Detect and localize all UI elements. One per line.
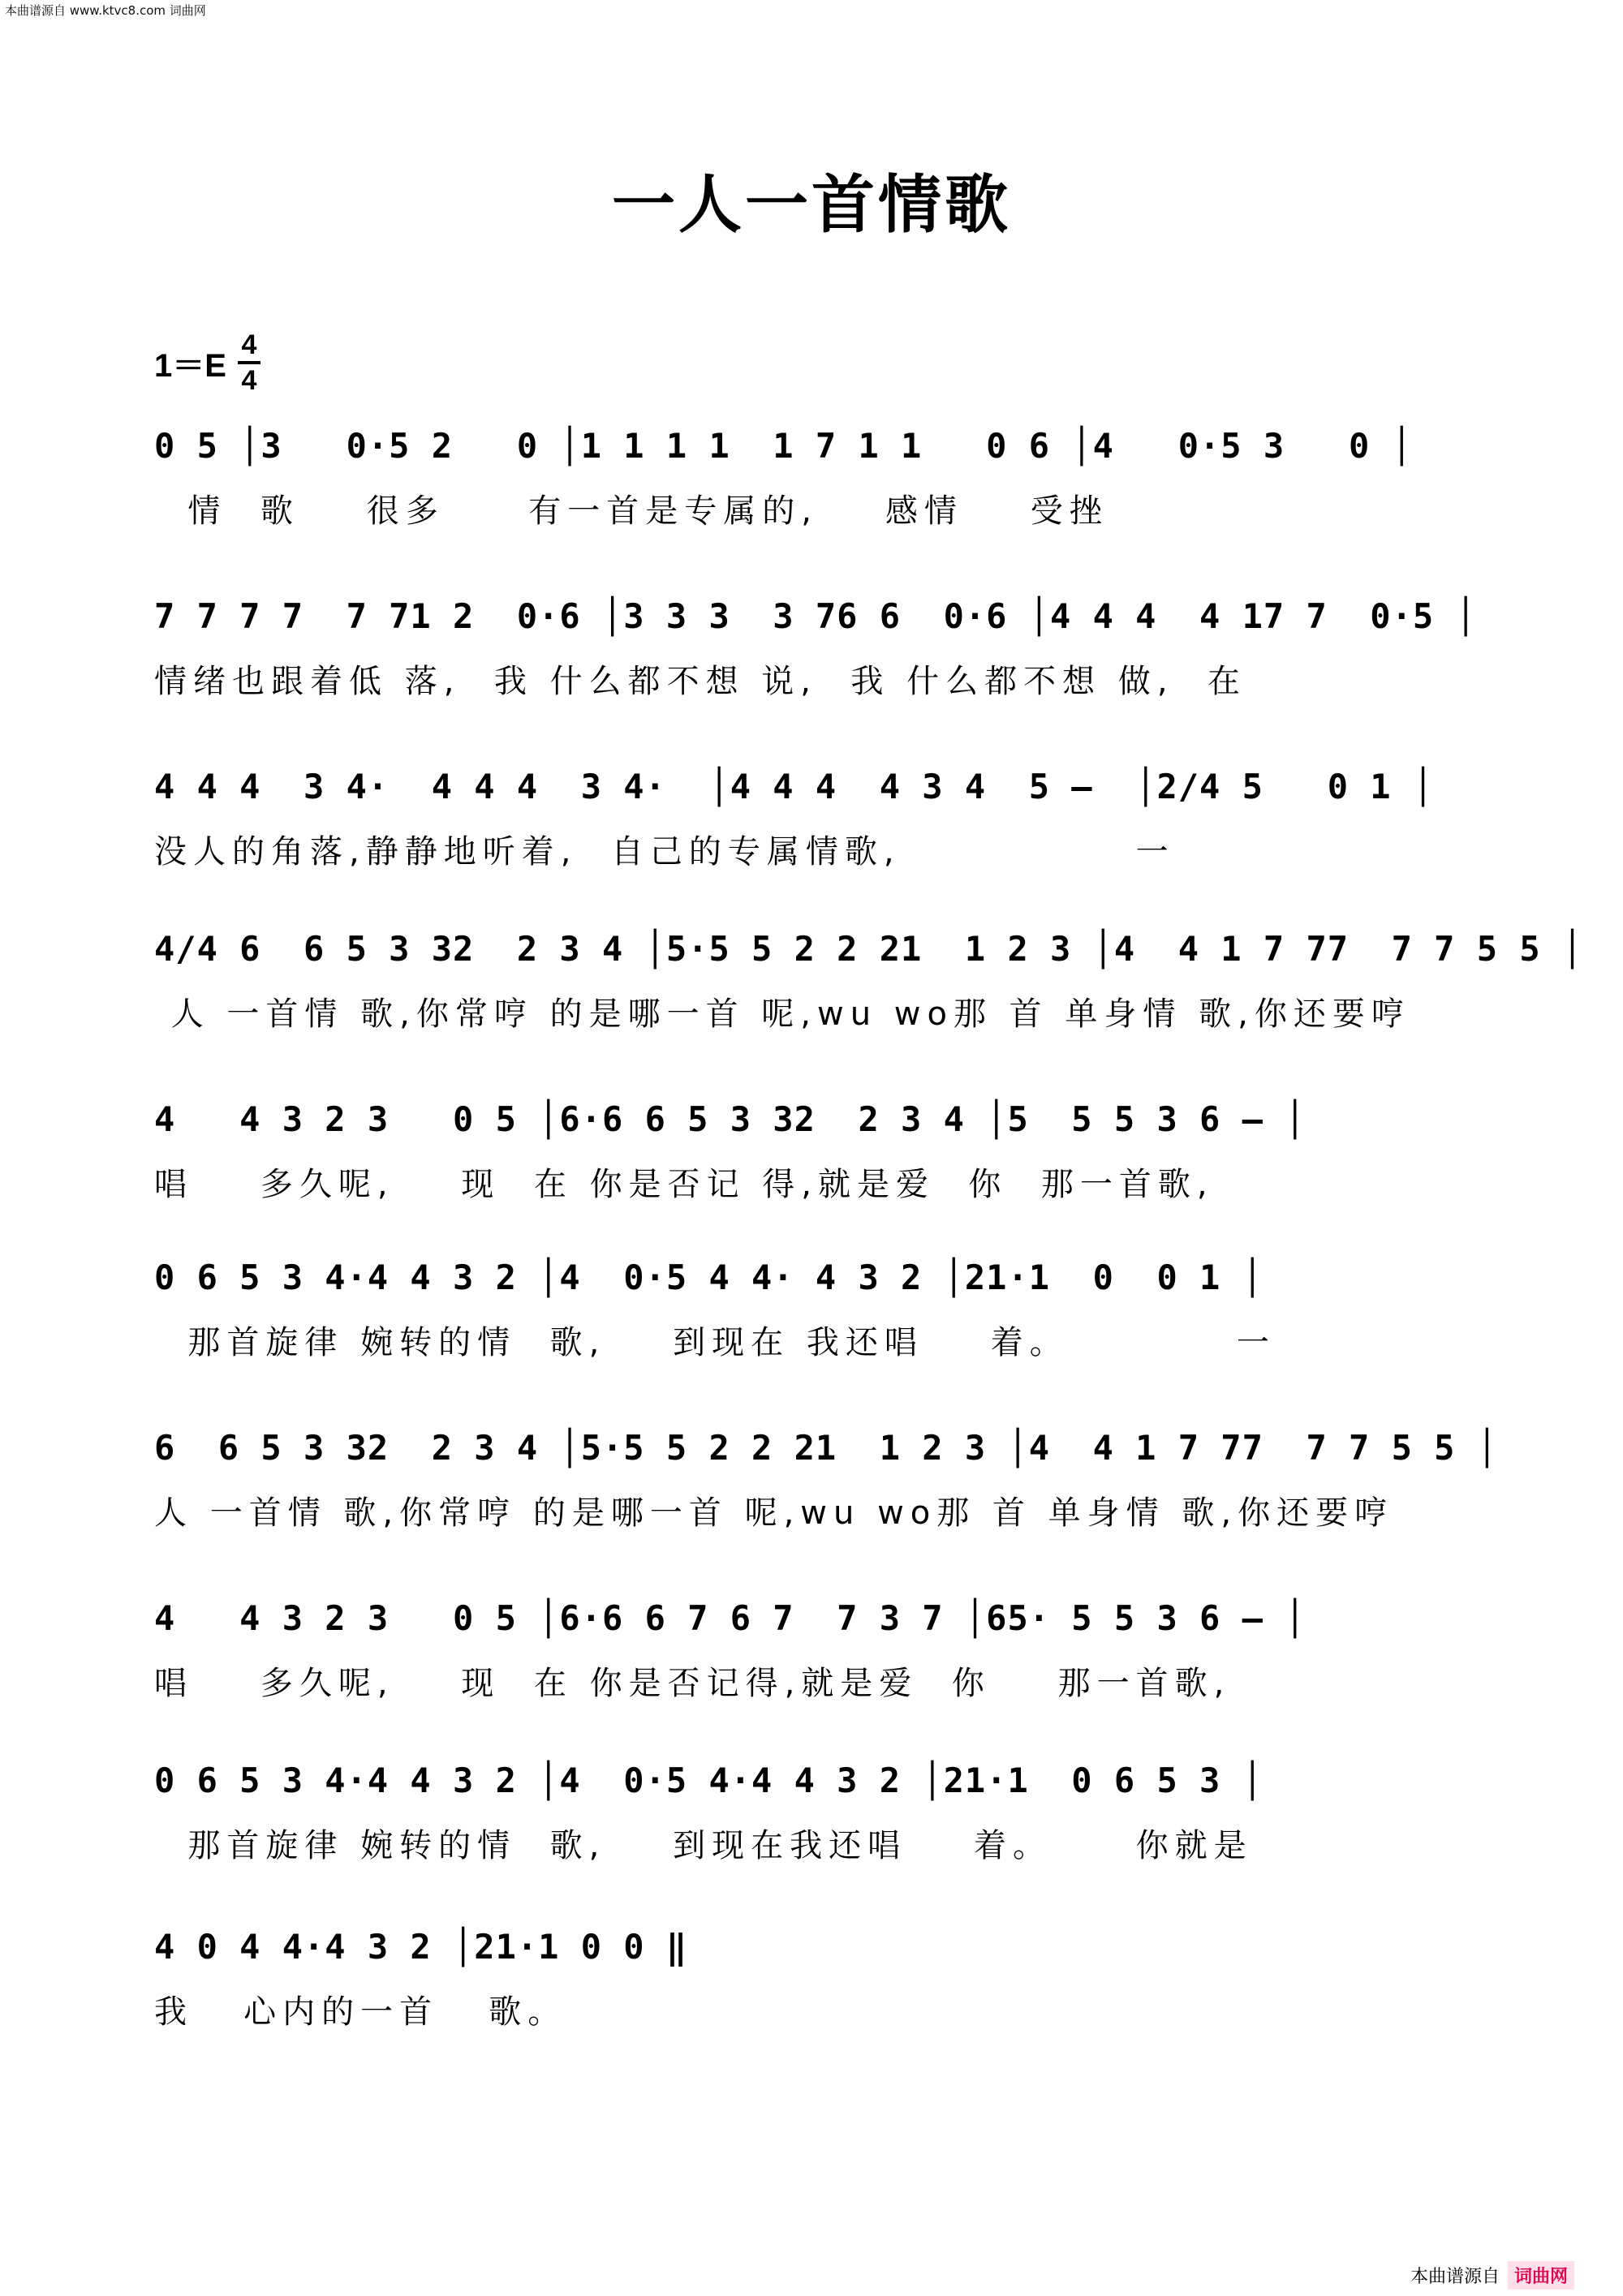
lyric-line: 没人的角落,静静地听着, 自己的专属情歌, 一: [154, 833, 1175, 871]
notation-line: 0 5 │3 0·5 2 0 │1 1 1 1 1 7 1 1 0 6 │4 0·5 3 0 │: [154, 426, 1413, 466]
notation-line: 4/4 6 6 5 3 32 2 3 4 │5·5 5 2 2 21 1 2 3 │4 4 1 7 77 7 7 5 5 │: [154, 929, 1584, 969]
notation-line: 0 6 5 3 4·4 4 3 2 │4 0·5 4·4 4 3 2 │21·1 0 6 5 3 │: [154, 1761, 1264, 1800]
lyric-line: 情绪也跟着低 落, 我 什么都不想 说, 我 什么都不想 做, 在: [154, 663, 1247, 700]
footer-brand-text: 本曲谱源自: [1410, 2267, 1500, 2287]
lyric-line: 那首旋律 婉转的情 歌, 到现在 我还唱 着。 一: [154, 1324, 1276, 1361]
key-signature: [154, 331, 260, 394]
fraction-bar: [238, 361, 260, 364]
song-title: 一人一首情歌: [611, 169, 1011, 242]
time-numerator: 4: [241, 329, 257, 360]
lyric-line: 人 一首情 歌,你常哼 的是哪一首 呢,wu wo那 首 单身情 歌,你还要哼: [154, 995, 1410, 1033]
notation-line: 4 0 4 4·4 3 2 │21·1 0 0 ‖: [154, 1927, 688, 1967]
time-signature: [238, 331, 260, 394]
time-denominator: 4: [241, 365, 257, 396]
site-watermark: 本曲谱源自 www.ktvc8.com 词曲网: [5, 3, 206, 18]
notation-line: 0 6 5 3 4·4 4 3 2 │4 0·5 4 4· 4 3 2 │21·1 0 0 1 │: [154, 1258, 1264, 1297]
lyric-line: 我 心内的一首 歌。: [154, 1993, 567, 2031]
key-label: 1＝E: [154, 347, 226, 384]
notation-line: 6 6 5 3 32 2 3 4 │5·5 5 2 2 21 1 2 3 │4 4 1 7 77 7 7 5 5 │: [154, 1428, 1499, 1468]
notation-line: 4 4 4 3 4· 4 4 4 3 4· │4 4 4 4 3 4 5 – │2/4 5 0 1 │: [154, 767, 1435, 806]
footer-logo: 词曲网: [1508, 2261, 1574, 2290]
notation-line: 4 4 3 2 3 0 5 │6·6 6 5 3 32 2 3 4 │5 5 5 3 6 – │: [154, 1099, 1307, 1139]
notation-line: 4 4 3 2 3 0 5 │6·6 6 7 6 7 7 3 7 │65· 5 5 3 6 – │: [154, 1598, 1307, 1638]
lyric-line: 唱 多久呢, 现 在 你是否记得,就是爱 你 那一首歌,: [154, 1665, 1231, 1702]
lyric-line: 那首旋律 婉转的情 歌, 到现在我还唱 着。 你就是: [154, 1827, 1253, 1864]
lyric-line: 人 一首情 歌,你常哼 的是哪一首 呢,wu wo那 首 单身情 歌,你还要哼: [154, 1494, 1394, 1532]
notation-line: 7 7 7 7 7 71 2 0·6 │3 3 3 3 76 6 0·6 │4 4 4 4 17 7 0·5 │: [154, 596, 1477, 636]
lyric-line: 情 歌 很多 有一首是专属的, 感情 受挫: [154, 492, 1109, 530]
lyric-line: 唱 多久呢, 现 在 你是否记 得,就是爱 你 那一首歌,: [154, 1166, 1214, 1203]
footer-brand: [1410, 2261, 1574, 2290]
